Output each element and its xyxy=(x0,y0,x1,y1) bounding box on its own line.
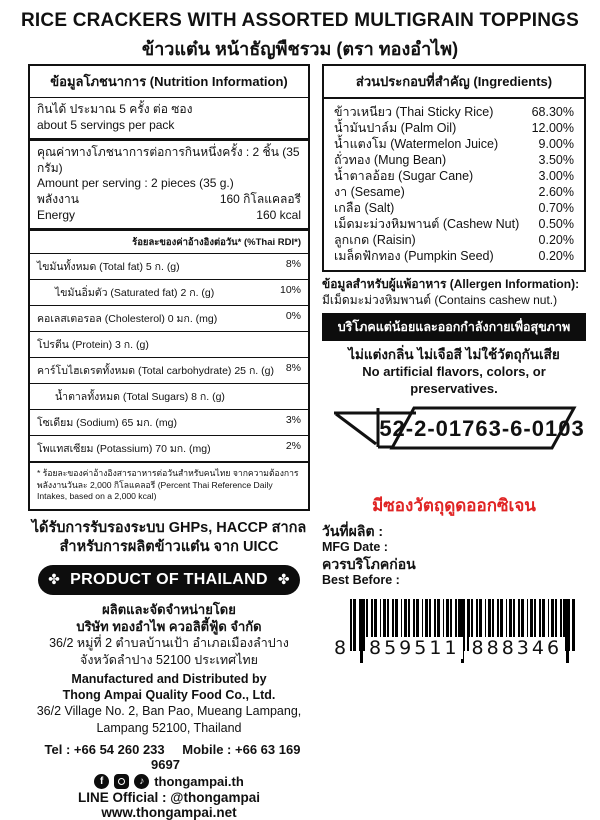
manufacturer-block xyxy=(28,602,310,736)
social-handle: thongampai.th xyxy=(154,773,244,789)
mfr-en-1: Manufactured and Distributed by xyxy=(71,671,267,686)
nutrient-row-cholesterol: คอเลสเตอรอล (Cholesterol) 0 มก. (mg) 0% xyxy=(30,305,308,331)
left-column xyxy=(28,64,310,820)
ingredient-row: น้ำมันปาล์ม (Palm Oil) 12.00% xyxy=(334,121,574,135)
mfr-en-3: 36/2 Village No. 2, Ban Pao, Mueang Lampang, xyxy=(36,704,302,719)
fda-registration-number: 52-2-01763-6-0103 xyxy=(379,415,585,441)
nutrient-row-total-fat: ไขมันทั้งหมด (Total fat) 5 ก. (g) 8% xyxy=(30,253,308,279)
title-block xyxy=(0,10,600,63)
rdi-footnote: * ร้อยละของค่าอ้างอิงสารอาหารต่อวันสำหรับคนไทย จากความต้องการพลังงานวันละ 2,000 กิโลแคลอรี (Percent Thai Reference Daily Intakes, based on a 2,000 kcal) xyxy=(30,461,308,509)
instagram-icon xyxy=(114,774,129,789)
mfr-th-1: ผลิตและจัดจำหน่ายโดย xyxy=(102,601,236,617)
facebook-icon: f xyxy=(94,774,109,789)
contact-block xyxy=(28,742,310,820)
flower-icon: ✤ xyxy=(277,571,290,588)
nutrient-row-saturated-fat: ไขมันอิ่มตัว (Saturated fat) 2 ก. (g) 10% xyxy=(30,279,308,305)
product-title-en: RICE CRACKERS WITH ASSORTED MULTIGRAIN TOPPINGS xyxy=(21,10,579,31)
best-before-label-th: ควรบริโภคก่อน xyxy=(322,555,416,572)
no-additives-en: No artificial flavors, colors, or preservatives. xyxy=(362,363,546,396)
allergen-info xyxy=(322,277,586,308)
website-url: www.thongampai.net xyxy=(101,804,237,820)
ingredient-row: น้ำตาลอ้อย (Sugar Cane) 3.00% xyxy=(334,169,574,183)
mfr-th-4: จังหวัดลำปาง 52100 ประเทศไทย xyxy=(80,652,258,667)
amount-per-serving-en: Amount per serving : 2 pieces (35 g.) xyxy=(37,176,234,191)
right-column xyxy=(322,64,586,659)
thai-fda-mark xyxy=(322,404,586,454)
ingredient-row: เมล็ดฟักทอง (Pumpkin Seed) 0.20% xyxy=(334,249,574,263)
product-title-th: ข้าวแต๋น หน้าธัญพืชรวม (ตรา ทองอำไพ) xyxy=(141,39,459,59)
social-line xyxy=(28,774,310,789)
ingredient-row: ลูกเกด (Raisin) 0.20% xyxy=(334,233,574,247)
flower-icon: ✤ xyxy=(48,571,61,588)
line-official: LINE Official : @thongampai xyxy=(78,789,260,805)
energy-row-th: พลังงาน 160 กิโลแคลอรี xyxy=(37,191,301,206)
ean13-barcode xyxy=(334,599,576,659)
phone-line xyxy=(28,742,310,772)
certification-text: ได้รับการรับรองระบบ GHPs, HACCP สากล สำหรับการผลิตข้าวแต๋น จาก UICC xyxy=(31,519,307,555)
servings-en: about 5 servings per pack xyxy=(37,117,175,132)
rdi-column-header: ร้อยละของค่าอ้างอิงต่อวัน* (%Thai RDI*) xyxy=(132,237,301,249)
mfr-th-2: บริษัท ทองอำไพ ควอลิตี้ฟู้ด จำกัด xyxy=(76,618,262,634)
mfr-en-4: Lampang 52100, Thailand xyxy=(96,720,242,735)
origin-badge-label: PRODUCT OF THAILAND xyxy=(70,570,268,588)
ingredients-panel xyxy=(322,64,586,272)
ingredient-row: งา (Sesame) 2.60% xyxy=(334,185,574,199)
barcode-digits: 8 859511 888346 xyxy=(350,637,576,659)
oxygen-absorber-notice: มีซองวัตถุดูดออกซิเจน xyxy=(372,495,536,515)
ingredient-row: ข้าวเหนียว (Thai Sticky Rice) 68.30% xyxy=(334,105,574,119)
product-of-thailand-badge xyxy=(38,565,300,595)
ingredient-row: ถั่วทอง (Mung Bean) 3.50% xyxy=(334,153,574,167)
nutrition-facts-panel xyxy=(28,64,310,511)
nutrition-header: ข้อมูลโภชนาการ (Nutrition Information) xyxy=(30,66,308,98)
no-additives-th: ไม่แต่งกลิ่น ไม่เจือสี ไม่ใช้วัตถุกันเสีย xyxy=(348,347,560,363)
best-before-label-en: Best Before : xyxy=(322,573,400,588)
allergen-title: ข้อมูลสำหรับผู้แพ้อาหาร (Allergen Information): xyxy=(322,277,580,291)
mfg-date-label-th: วันที่ผลิต : xyxy=(322,522,384,539)
mobile-number: Mobile : +66 63 169 9697 xyxy=(151,741,301,772)
nutrient-row-potassium: โพแทสเซียม (Potassium) 70 มก. (mg) 2% xyxy=(30,435,308,461)
amount-per-serving-th: คุณค่าทางโภชนาการต่อการกินหนึ่งครั้ง : 2 ชิ้น (35 กรัม) xyxy=(37,145,300,175)
servings-th: กินได้ ประมาณ 5 ครั้ง ต่อ ซอง xyxy=(37,102,193,116)
health-warning-banner: บริโภคแต่น้อยและออกกำลังกายเพื่อสุขภาพ xyxy=(322,313,586,341)
date-fields xyxy=(322,523,586,589)
ingredients-header: ส่วนประกอบที่สำคัญ (Ingredients) xyxy=(324,66,584,99)
serving-size-section xyxy=(30,141,308,231)
ingredient-row: น้ำแตงโม (Watermelon Juice) 9.00% xyxy=(334,137,574,151)
thai-fda-logo xyxy=(328,404,585,454)
mfr-en-2: Thong Ampai Quality Food Co., Ltd. xyxy=(62,688,276,703)
mfr-th-3: 36/2 หมู่ที่ 2 ตำบลบ้านเป้า อำเภอเมืองลำปาง xyxy=(49,636,289,651)
no-additives-block xyxy=(322,346,586,397)
ingredients-list xyxy=(324,99,584,270)
ingredient-row: เกลือ (Salt) 0.70% xyxy=(334,201,574,215)
ingredient-row: เม็ดมะม่วงหิมพานต์ (Cashew Nut) 0.50% xyxy=(334,217,574,231)
servings-section xyxy=(30,98,308,141)
nutrient-row-protein: โปรตีน (Protein) 3 ก. (g) xyxy=(30,331,308,357)
nutrient-row-carbohydrate: คาร์โบไฮเดรตทั้งหมด (Total carbohydrate) 25 ก. (g) 8% xyxy=(30,357,308,383)
tiktok-icon: ♪ xyxy=(134,774,149,789)
tel-number: Tel : +66 54 260 233 xyxy=(44,741,165,757)
nutrient-row-sodium: โซเดียม (Sodium) 65 มก. (mg) 3% xyxy=(30,409,308,435)
energy-row-en: Energy 160 kcal xyxy=(37,207,301,222)
mfg-date-label-en: MFG Date : xyxy=(322,540,388,555)
nutrient-row-sugars: น้ำตาลทั้งหมด (Total Sugars) 8 ก. (g) xyxy=(30,383,308,409)
allergen-text: มีเม็ดมะม่วงหิมพานต์ (Contains cashew nut.) xyxy=(322,292,558,307)
